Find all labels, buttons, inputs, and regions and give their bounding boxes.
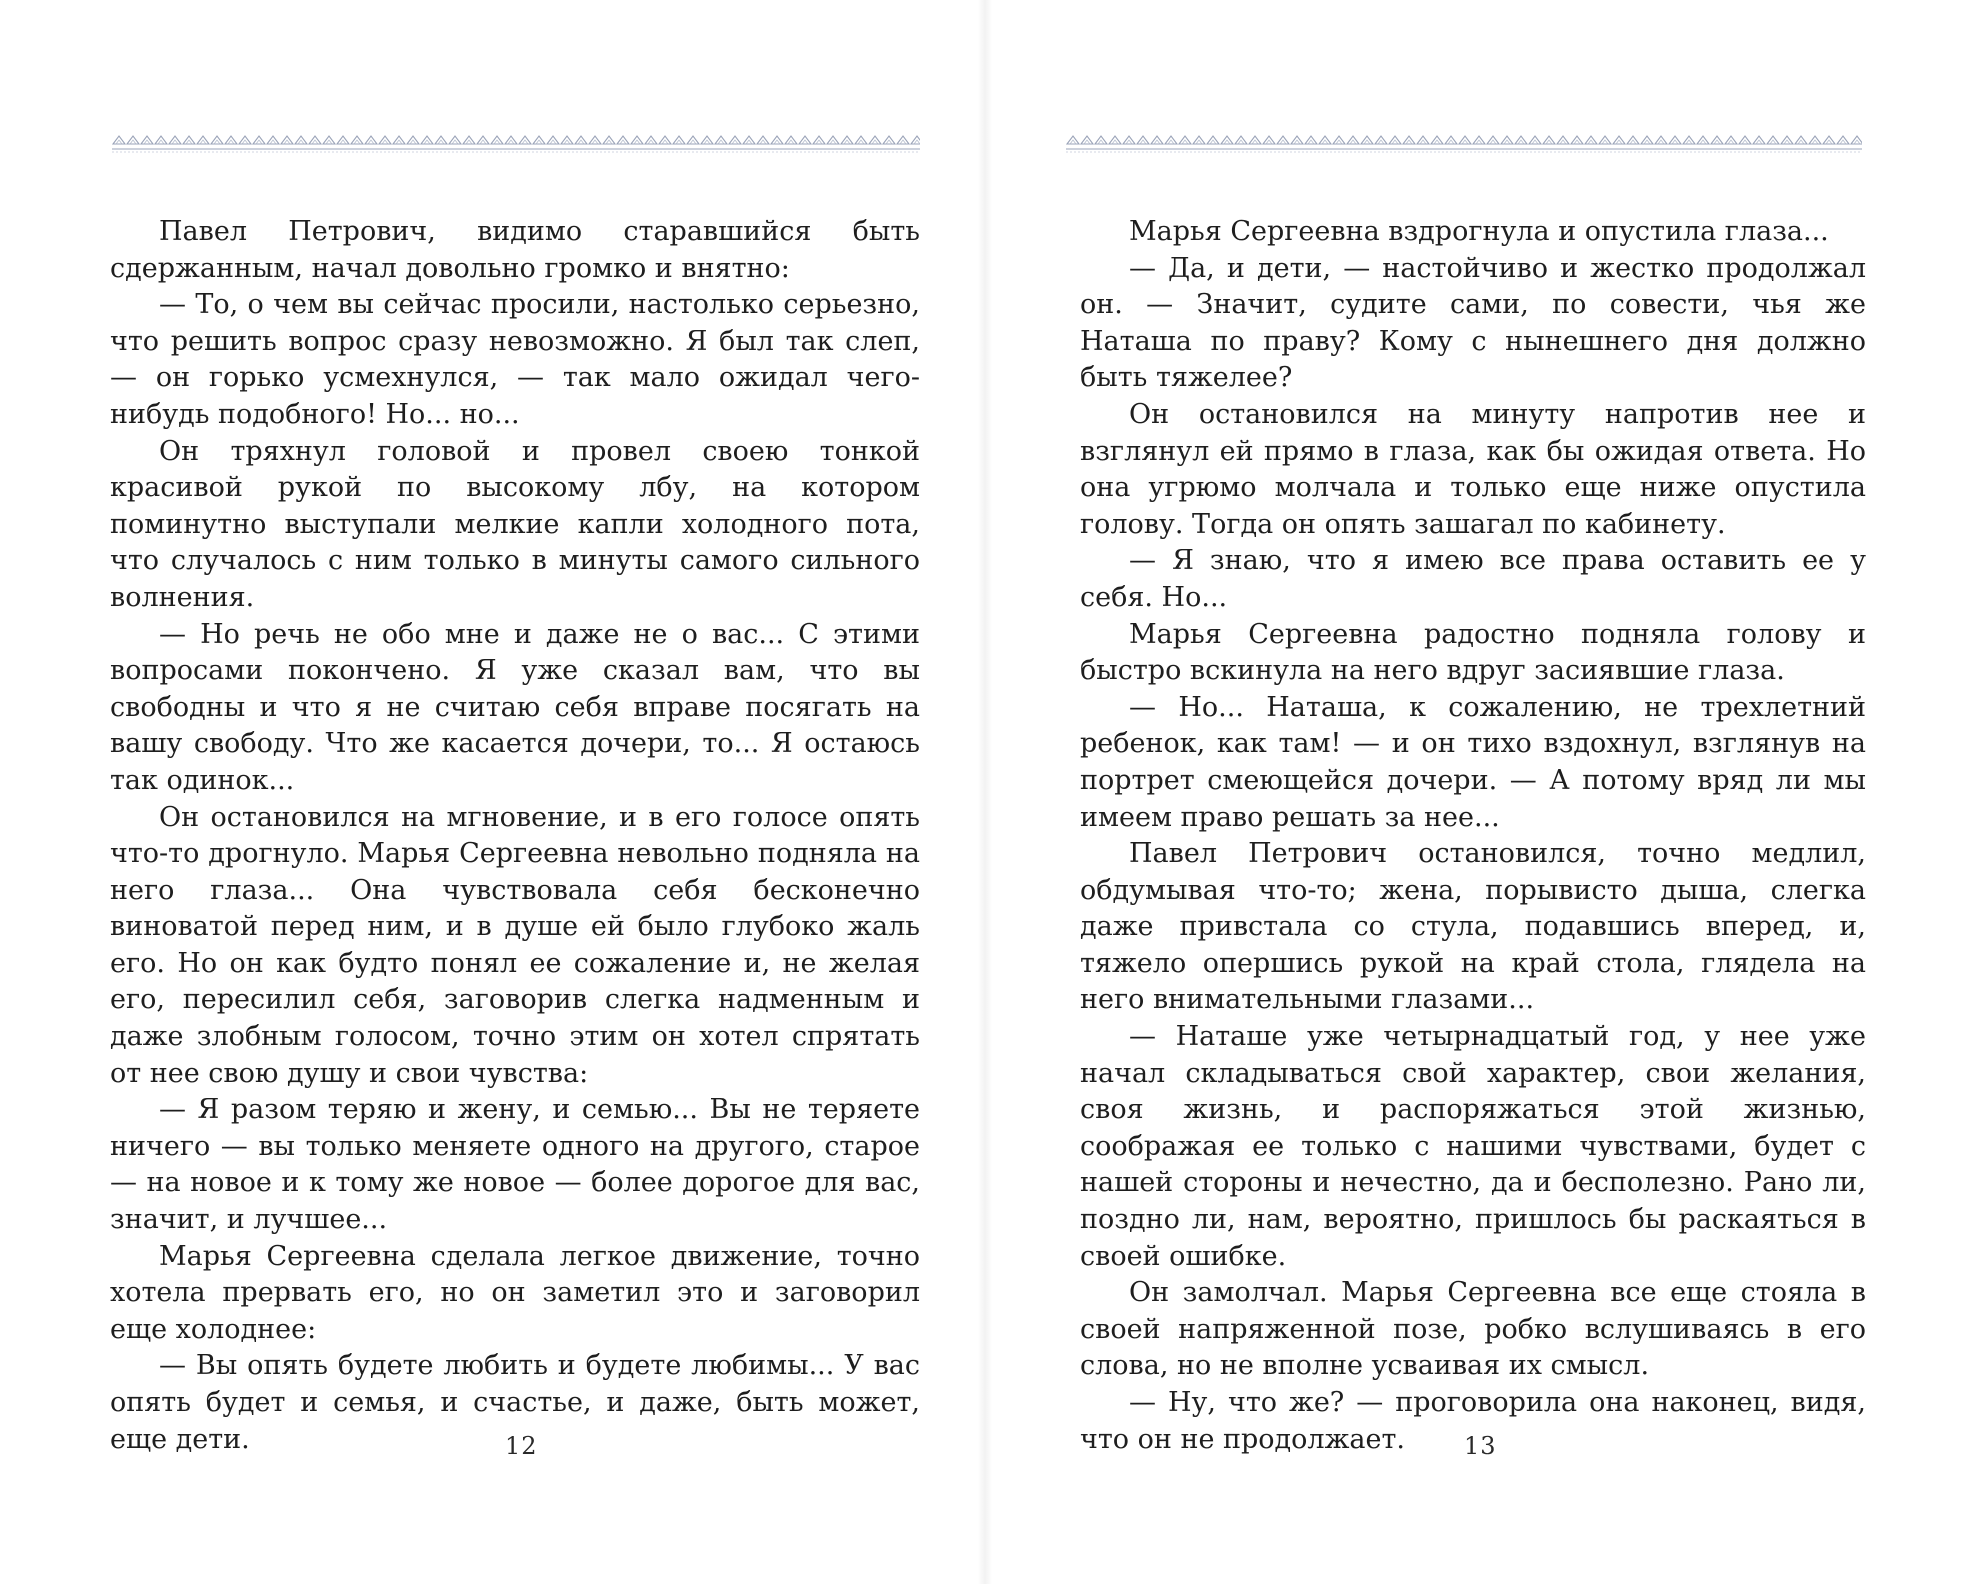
right-paragraph: Марья Сергеевна радостно подняла голову и быстро вскинула на него вдруг засиявшие глаза. <box>1080 618 1866 687</box>
left-paragraph: — Вы опять будете любить и будете любимы... У вас опять будет и семья, и счастье, и даже, быть может, еще дети. <box>110 1350 920 1455</box>
left-page <box>0 0 984 1584</box>
left-paragraph: — Я разом теряю и жену, и семью... Вы не теряете ничего — вы только меняете одного на другого, старое — на новое и к тому же новое — более дорогое для вас, значит, и лучшее... <box>110 1094 920 1236</box>
right-paragraph: — Наташе уже четырнадцатый год, у нее уже начал складываться свой характер, свои желания, своя жизнь, и распоряжаться этой жизнью, соображая ее только с нашими чувствами, будет с нашей стороны и нечестно, да и бесполезно. Рано ли, поздно ли, нам, вероятно, пришлось бы раскаяться в своей ошибке. <box>1080 1021 1866 1272</box>
right-paragraph: Павел Петрович остановился, точно медлил, обдумывая что-то; жена, порывисто дыша, слегка даже привстала со стула, подавшись вперед, и, тяжело опершись рукой на край стола, глядела на него внимательными глазами... <box>1080 838 1866 1016</box>
page-number-left: 12 <box>505 1432 538 1460</box>
right-paragraph: — Ну, что же? — проговорила она наконец, видя, что он не продолжает. <box>1080 1387 1866 1455</box>
left-paragraph: — Но речь не обо мне и даже не о вас... С этими вопросами покончено. Я уже сказал вам, что вы свободны и что я не считаю себя вправе посягать на вашу свободу. Что же касается дочери, то... Я остаюсь так одинок... <box>110 618 920 796</box>
right-page <box>984 0 1969 1584</box>
right-paragraph: Он остановился на минуту напротив нее и взглянул ей прямо в глаза, как бы ожидая ответа. Но она угрюмо молчала и только еще ниже опустила голову. Тогда он опять зашагал по кабинету. <box>1080 398 1866 540</box>
right-paragraph: — Да, и дети, — настойчиво и жестко продолжал он. — Значит, судите сами, по совести, чья же Наташа по праву? Кому с нынешнего дня должно быть тяжелее? <box>1080 252 1866 394</box>
right-paragraph: Он замолчал. Марья Сергеевна все еще стояла в своей напряженной позе, робко вслушиваясь в его слова, но не вполне усваивая их смысл. <box>1080 1277 1866 1382</box>
right-paragraph: — Я знаю, что я имею все права оставить ее у себя. Но... <box>1080 545 1866 613</box>
ornament-border-left <box>112 130 920 156</box>
right-paragraph: — Но... Наташа, к сожалению, не трехлетний ребенок, как там! — и он тихо вздохнул, взглянув на портрет смеющейся дочери. — А потому вряд ли мы имеем право решать за нее... <box>1080 691 1866 833</box>
left-paragraph: Он остановился на мгновение, и в его голосе опять что-то дрогнуло. Марья Сергеевна невольно подняла на него глаза... Она чувствовала себя бесконечно виноватой перед ним, и в душе ей было глубоко жаль его. Но он как будто понял ее сожаление и, не желая его, пересилил себя, заговорив слегка надменным и даже злобным голосом, точно этим он хотел спрятать от нее свою душу и свои чувства: <box>110 801 920 1089</box>
header-ornament-left <box>112 130 920 156</box>
left-paragraph: Павел Петрович, видимо старавшийся быть сдержанным, начал довольно громко и внятно: <box>110 216 920 284</box>
left-text-block <box>110 214 920 1458</box>
left-paragraph: Он тряхнул головой и провел своею тонкой красивой рукой по высокому лбу, на котором поминутно выступали мелкие капли холодного пота, что случалось с ним только в минуты самого сильного волнения. <box>110 435 920 613</box>
left-paragraph: Марья Сергеевна сделала легкое движение, точно хотела прервать его, но он заметил это и заговорил еще холоднее: <box>110 1240 920 1345</box>
right-paragraph: Марья Сергеевна вздрогнула и опустила глаза... <box>1129 216 1829 247</box>
page-number-right: 13 <box>1464 1432 1497 1460</box>
header-ornament-right <box>1066 130 1862 156</box>
right-text-block <box>1080 214 1866 1458</box>
ornament-border-right <box>1066 130 1862 156</box>
left-paragraph: — То, о чем вы сейчас просили, настолько серьезно, что решить вопрос сразу невозможно. Я был так слеп, — он горько усмехнулся, — так мало ожидал чего-нибудь подобного! Но... но... <box>110 289 920 430</box>
